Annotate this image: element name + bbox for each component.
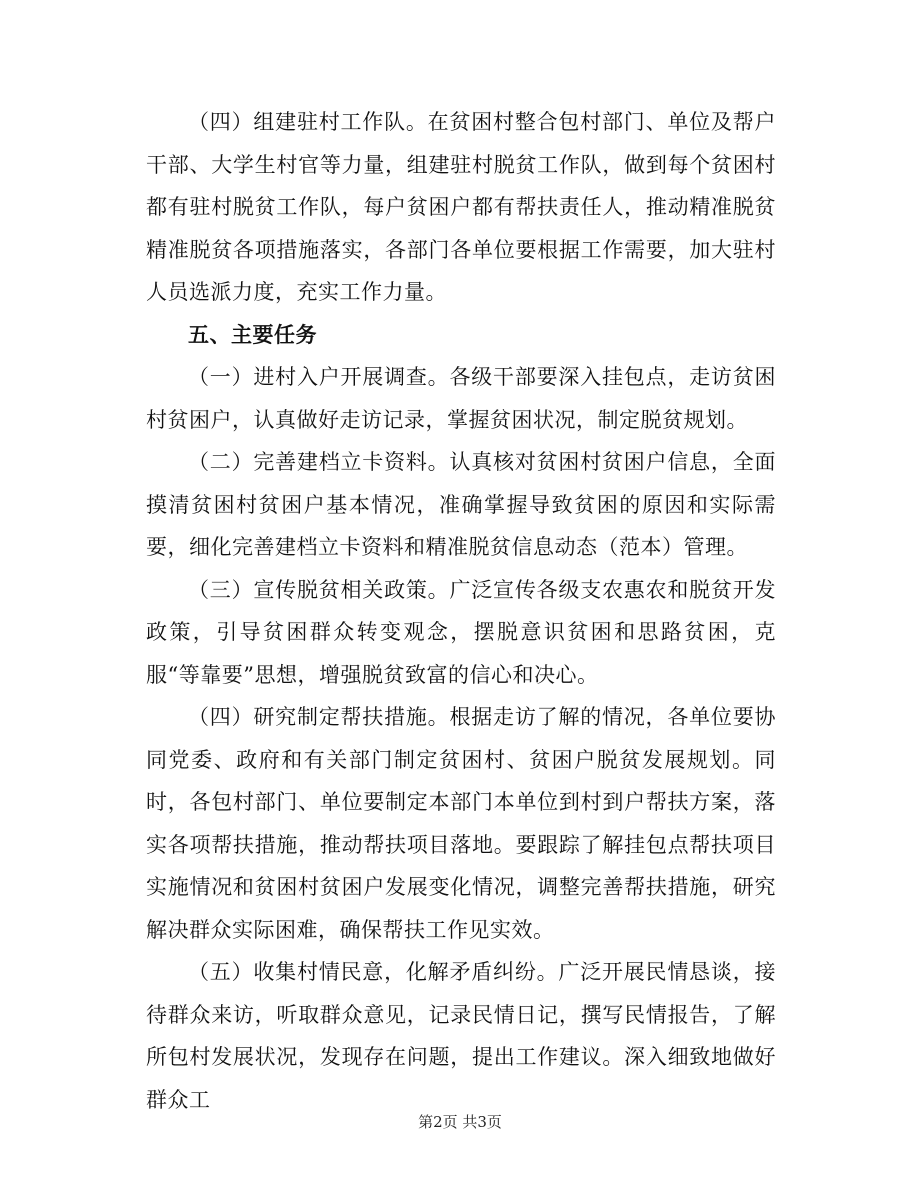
document-body: [146, 101, 776, 1121]
paragraph-task-measures: （四）研究制定帮扶措施。根据走访了解的情况，各单位要协同党委、政府和有关部门制定贫困村、贫困户脱贫发展规划。同时，各包村部门、单位要制定本部门本单位到村到户帮扶方案，落实各项帮扶措施，推动帮扶项目落地。要跟踪了解挂包点帮扶项目实施情况和贫困村贫困户发展变化情况，调整完善帮扶措施，研究解决群众实际困难，确保帮扶工作见实效。: [146, 705, 776, 942]
paragraph-task-policy: （三）宣传脱贫相关政策。广泛宣传各级支农惠农和脱贫开发政策，引导贫困群众转变观念，摆脱意识贫困和思路贫困，克服“等靠要”思想，增强脱贫致富的信心和决心。: [146, 577, 776, 687]
paragraph-team-formation: （四）组建驻村工作队。在贫困村整合包村部门、单位及帮户干部、大学生村官等力量，组建驻村脱贫工作队，做到每个贫困村都有驻村脱贫工作队，每户贫困户都有帮扶责任人，推动精准脱贫精准脱贫各项措施落实，各部门各单位要根据工作需要，加大驻村人员选派力度，充实工作力量。: [146, 110, 776, 304]
paragraph-task-opinions: （五）收集村情民意，化解矛盾纠纷。广泛开展民情恳谈，接待群众来访，听取群众意见，记录民情日记，撰写民情报告，了解所包村发展状况，发现存在问题，提出工作建议。深入细致地做好群众工: [146, 960, 776, 1112]
paragraph-task-records: （二）完善建档立卡资料。认真核对贫困村贫困户信息，全面摸清贫困村贫困户基本情况，准确掌握导致贫困的原因和实际需要，细化完善建档立卡资料和精准脱贫信息动态（范本）管理。: [146, 450, 776, 559]
section-heading-main-tasks: 五、主要任务: [188, 321, 317, 347]
paragraph-task-survey: （一）进村入户开展调查。各级干部要深入挂包点，走访贫困村贫困户，认真做好走访记录，掌握贫困状况，制定脱贫规划。: [146, 365, 776, 432]
page-number-footer: 第2页 共3页: [418, 1113, 502, 1131]
